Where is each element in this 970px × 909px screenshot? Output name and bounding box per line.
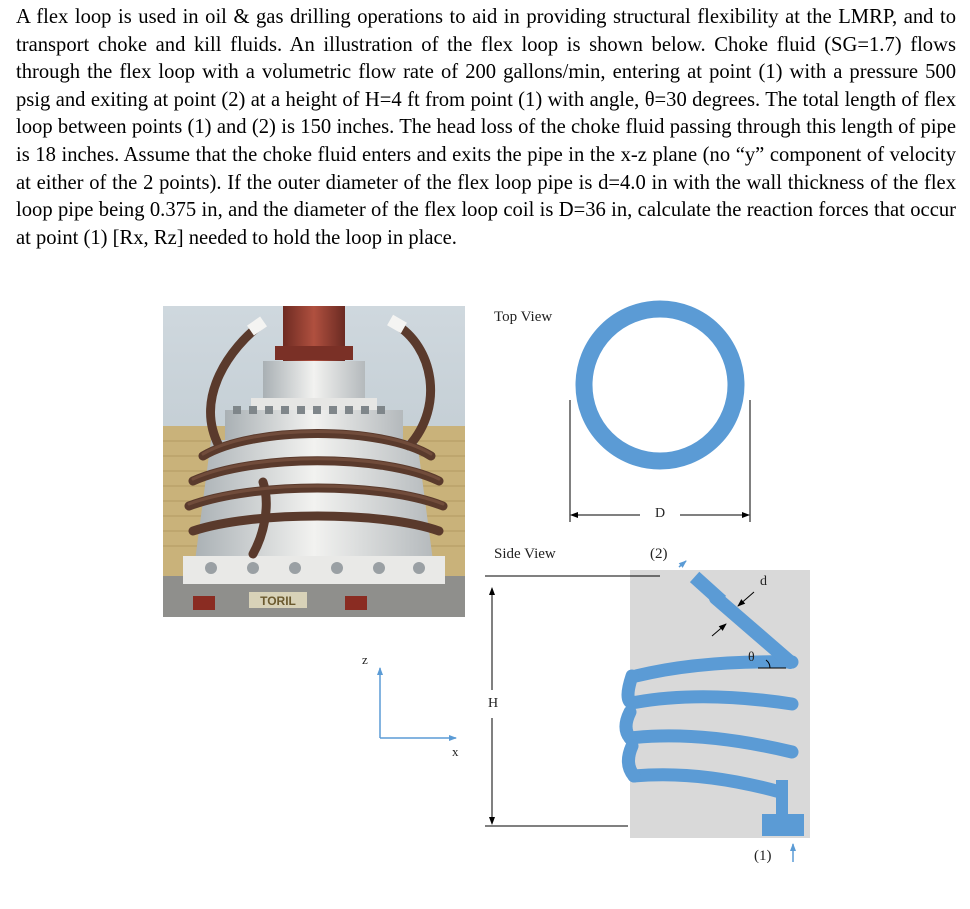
inlet-pipe	[776, 780, 788, 816]
top-view-label: Top View	[494, 309, 553, 325]
problem-statement: A flex loop is used in oil & gas drilling operations to aid in providing structural flexibility at the LMRP, and to transport choke and kill fluids. An illustration of the flex loop is shown below. Choke fluid (SG=1.7) flows through the flex loop with a volumetric flow rate of 200 gallons/min, entering at point (1) with a pressure 500 psig and exiting at point (2) at a height of H=4 ft from point (1) with angle, θ=30 degrees. The total length of flex loop between points (1) and (2) is 150 inches. The head loss of the choke fluid passing through this length of pipe is 18 inches. Assume that the choke fluid enters and exits the pipe in the x-z plane (no “y” component of velocity at either of the 2 points). If the outer diameter of the flex loop pipe is d=4.0 in with the wall thickness of the flex loop pipe being 0.375 in, and the diameter of the flex loop coil is D=36 in, calculate the reaction forces that occur at point (1) [Rx, Rz] needed to hold the loop in place.	[16, 6, 956, 249]
point2-label: (2)	[650, 546, 668, 562]
axis-z-label: z	[362, 652, 368, 667]
coil-back-2	[626, 712, 630, 738]
photo-brand-text: TORIL	[260, 594, 296, 608]
point1-label: (1)	[754, 848, 772, 864]
pipe-diameter-label: d	[760, 574, 767, 589]
theta-label: θ	[748, 650, 755, 665]
h-dimension-label: H	[488, 696, 499, 711]
coil-back-1	[628, 676, 632, 703]
side-view-label: Side View	[494, 546, 556, 562]
point2-flow-arrow	[679, 561, 686, 567]
coil-turn-2	[632, 697, 792, 704]
top-view-ring	[584, 309, 736, 461]
inlet-flange	[762, 814, 804, 836]
axis-x-label: x	[452, 744, 459, 759]
d-dimension-label: D	[655, 506, 666, 521]
coil-back-3	[628, 746, 634, 776]
